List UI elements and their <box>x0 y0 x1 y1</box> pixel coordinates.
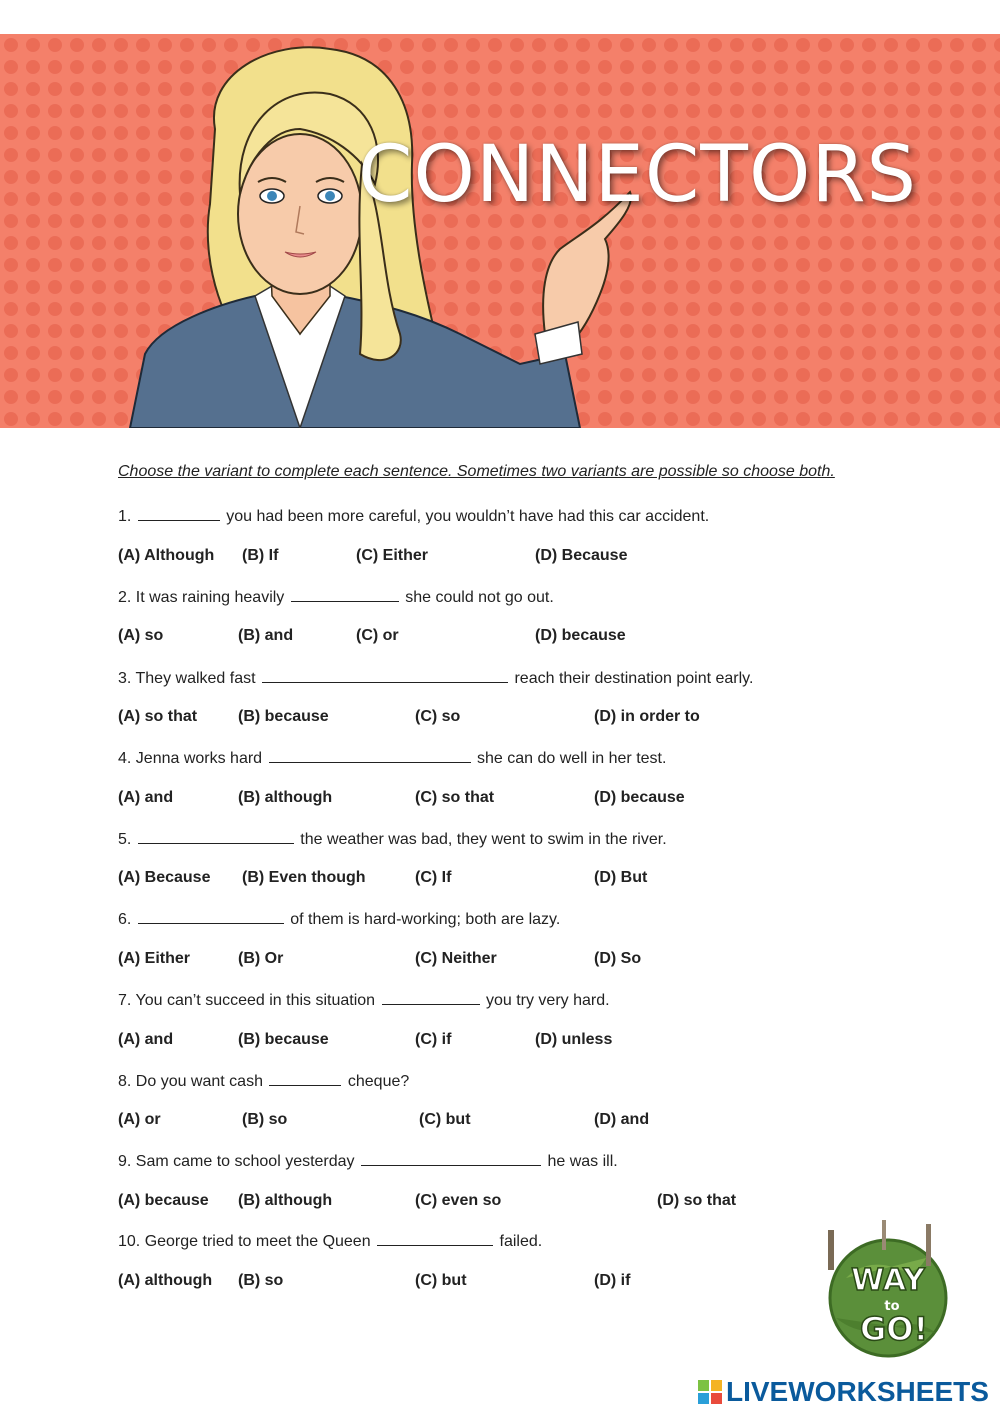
option[interactable]: (D) Because <box>535 547 628 564</box>
page-title: CONNECTORS <box>358 130 918 220</box>
question-text: 7. You can’t succeed in this situation <box>118 992 376 1009</box>
option[interactable]: (C) so that <box>415 789 495 806</box>
question-text: 10. George tried to meet the Queen <box>118 1233 371 1250</box>
header-banner <box>0 34 1000 428</box>
option[interactable]: (D) if <box>594 1272 631 1289</box>
question-text: 6. <box>118 911 132 928</box>
question-7 <box>118 990 610 1010</box>
option[interactable]: (A) and <box>118 1031 174 1048</box>
option[interactable]: (A) although <box>118 1272 213 1289</box>
option[interactable]: (C) or <box>356 627 399 644</box>
question-text: 8. Do you want cash <box>118 1073 263 1090</box>
option[interactable]: (A) Because <box>118 869 211 886</box>
option[interactable]: (D) in order to <box>594 708 700 725</box>
option[interactable]: (D) so that <box>657 1192 737 1209</box>
question-text: failed. <box>499 1233 543 1250</box>
option[interactable]: (B) because <box>238 1031 329 1048</box>
question-10 <box>118 1231 542 1251</box>
answer-blank[interactable] <box>138 909 284 924</box>
option[interactable]: (C) If <box>415 869 452 886</box>
option[interactable]: (C) Neither <box>415 950 497 967</box>
answer-blank[interactable] <box>138 506 220 521</box>
option[interactable]: (D) and <box>594 1111 650 1128</box>
option[interactable]: (A) so <box>118 627 164 644</box>
question-text: 3. They walked fast <box>118 670 256 687</box>
brand-name: LIVEWORKSHEETS <box>726 1376 989 1407</box>
option[interactable]: (D) unless <box>535 1031 613 1048</box>
question-8 <box>118 1071 409 1091</box>
answer-blank[interactable] <box>262 668 508 683</box>
question-3 <box>118 668 753 688</box>
question-text: reach their destination point early. <box>514 670 754 687</box>
question-text: you try very hard. <box>485 992 610 1009</box>
question-6 <box>118 909 560 929</box>
liveworksheets-icon <box>698 1380 722 1404</box>
way-to-go-logo <box>806 1218 966 1368</box>
option[interactable]: (B) so <box>238 1272 284 1289</box>
option[interactable]: (D) So <box>594 950 642 967</box>
option[interactable]: (B) so <box>242 1111 288 1128</box>
answer-blank[interactable] <box>269 748 471 763</box>
answer-blank[interactable] <box>138 829 294 844</box>
answer-blank[interactable] <box>377 1231 493 1246</box>
question-1 <box>118 506 709 526</box>
answer-blank[interactable] <box>382 990 480 1005</box>
option[interactable]: (B) Or <box>238 950 284 967</box>
option[interactable]: (A) because <box>118 1192 209 1209</box>
option[interactable]: (A) so that <box>118 708 198 725</box>
option[interactable]: (B) although <box>238 1192 333 1209</box>
option[interactable]: (C) if <box>415 1031 452 1048</box>
option[interactable]: (A) Either <box>118 950 190 967</box>
logo-text-go: GO! <box>859 1310 929 1348</box>
option[interactable]: (D) But <box>594 869 648 886</box>
question-text: she can do well in her test. <box>476 750 667 767</box>
liveworksheets-brand[interactable] <box>698 1377 989 1407</box>
question-text: 5. <box>118 831 132 848</box>
question-text: 2. It was raining heavily <box>118 589 285 606</box>
question-5 <box>118 829 667 849</box>
option[interactable]: (B) Even though <box>242 869 366 886</box>
option[interactable]: (C) but <box>419 1111 471 1128</box>
option[interactable]: (C) so <box>415 708 461 725</box>
option[interactable]: (D) because <box>594 789 685 806</box>
answer-blank[interactable] <box>291 587 399 602</box>
logo-text-way: WAY <box>851 1263 925 1298</box>
question-text: 1. <box>118 508 132 525</box>
question-text: of them is hard-working; both are lazy. <box>290 911 561 928</box>
option[interactable]: (C) but <box>415 1272 467 1289</box>
question-2 <box>118 587 554 607</box>
question-9 <box>118 1151 618 1171</box>
question-text: she could not go out. <box>405 589 554 606</box>
option[interactable]: (A) Although <box>118 547 215 564</box>
option[interactable]: (B) and <box>238 627 294 644</box>
option[interactable]: (C) even so <box>415 1192 502 1209</box>
question-text: you had been more careful, you wouldn’t have had this car accident. <box>226 508 710 525</box>
instructions: Choose the variant to complete each sentence. Sometimes two variants are possible so choose both. <box>118 463 835 480</box>
option[interactable]: (B) although <box>238 789 333 806</box>
question-4 <box>118 748 666 768</box>
question-text: he was ill. <box>547 1153 618 1170</box>
logo-text-to: to <box>884 1299 900 1314</box>
answer-blank[interactable] <box>361 1151 541 1166</box>
option[interactable]: (A) and <box>118 789 174 806</box>
option[interactable]: (B) If <box>242 547 279 564</box>
question-text: the weather was bad, they went to swim in the river. <box>300 831 667 848</box>
option[interactable]: (C) Either <box>356 547 428 564</box>
option[interactable]: (B) because <box>238 708 329 725</box>
option[interactable]: (A) or <box>118 1111 161 1128</box>
question-text: cheque? <box>347 1073 410 1090</box>
option[interactable]: (D) because <box>535 627 626 644</box>
banner-illustration <box>0 34 1000 428</box>
answer-blank[interactable] <box>269 1071 341 1086</box>
question-text: 4. Jenna works hard <box>118 750 263 767</box>
question-text: 9. Sam came to school yesterday <box>118 1153 355 1170</box>
